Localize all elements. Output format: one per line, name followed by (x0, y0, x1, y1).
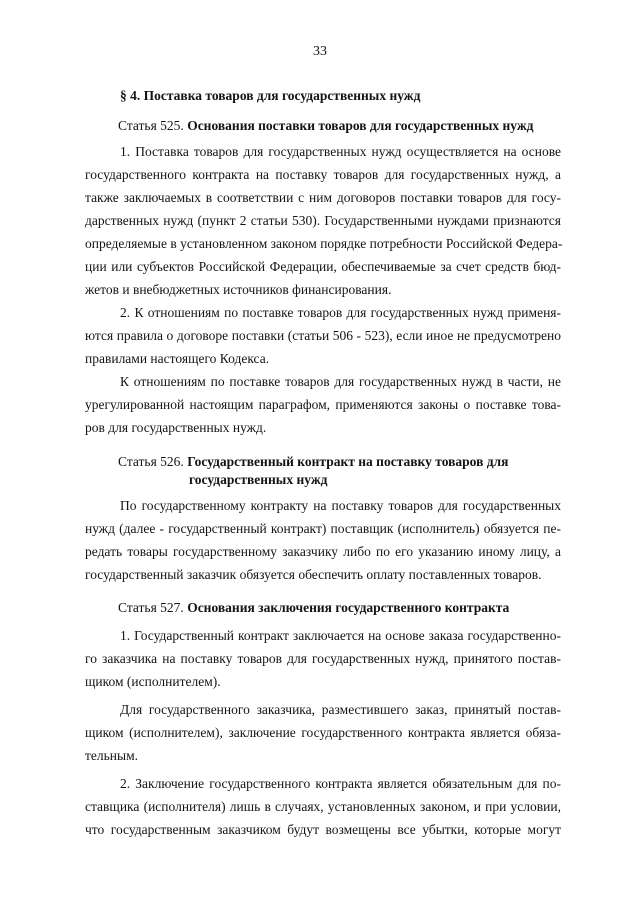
page-number: 33 (313, 44, 327, 59)
text-line: урегулированной настоящим параграфом, применяются законы о поставке това- (85, 397, 561, 412)
text-line: ются правила о договоре поставки (статьи 506 - 523), если иное не предусмотрено (85, 328, 561, 343)
text-line: щиком (исполнителем), заключение государственного контракта является обяза- (85, 725, 561, 740)
text-line: Для государственного заказчика, разместившего заказ, принятый постав- (120, 702, 561, 717)
article-526-number: Статья 526. (118, 454, 184, 469)
text-line: что государственным заказчиком будут возмещены все убытки, которые могут (85, 822, 561, 837)
text-line: 1. Поставка товаров для государственных нужд осуществляется на основе (120, 144, 561, 159)
text-line: дарственных нужд (пункт 2 статьи 530). Государственными нуждами признаются (85, 213, 561, 228)
section-title: § 4. Поставка товаров для государственных нужд (120, 88, 421, 103)
article-526-heading (118, 454, 508, 470)
text-line: государственный заказчик обязуется обеспечить оплату поставленных товаров. (85, 567, 542, 582)
text-line: правилами настоящего Кодекса. (85, 351, 270, 366)
article-527-title: Основания заключения государственного контракта (187, 600, 510, 615)
text-line: ставщика (исполнителя) лишь в случаях, установленных законом, и при условии, (85, 799, 561, 814)
text-line: 2. Заключение государственного контракта является обязательным для по- (120, 776, 561, 791)
text-line: нужд (далее - государственный контракт) поставщик (исполнитель) обязуется пе- (85, 521, 561, 536)
text-line: 1. Государственный контракт заключается на основе заказа государственно- (120, 628, 561, 643)
text-line: ров для государственных нужд. (85, 420, 267, 435)
text-line: К отношениям по поставке товаров для государственных нужд в части, не (120, 374, 561, 389)
text-line: также заключаемых в соответствии с ним договоров поставки товаров для госу- (85, 190, 561, 205)
article-525-heading (118, 118, 533, 134)
text-line: По государственному контракту на поставку товаров для государственных (120, 498, 561, 513)
text-line: редать товары государственному заказчику либо по его указанию иному лицу, а (85, 544, 561, 559)
text-line: тельным. (85, 748, 138, 763)
text-line: го заказчика на поставку товаров для государственных нужд, принятого постав- (85, 651, 561, 666)
text-line: государственного контракта на поставку товаров для государственных нужд, а (85, 167, 561, 182)
text-line: 2. К отношениям по поставке товаров для государственных нужд применя- (120, 305, 561, 320)
text-line: определяемые в установленном законом порядке потребности Российской Федера- (85, 236, 563, 251)
article-527-heading (118, 600, 509, 616)
article-526-title-cont: государственных нужд (189, 472, 328, 487)
article-525-number: Статья 525. (118, 118, 184, 133)
article-527-number: Статья 527. (118, 600, 184, 615)
article-526-title: Государственный контракт на поставку товаров для (187, 454, 509, 469)
text-line: жетов и внебюджетных источников финансирования. (85, 282, 392, 297)
text-line: щиком (исполнителем). (85, 674, 221, 689)
text-line: ции или субъектов Российской Федерации, обеспечиваемые за счет средств бюд- (85, 259, 561, 274)
article-525-title: Основания поставки товаров для государственных нужд (187, 118, 534, 133)
